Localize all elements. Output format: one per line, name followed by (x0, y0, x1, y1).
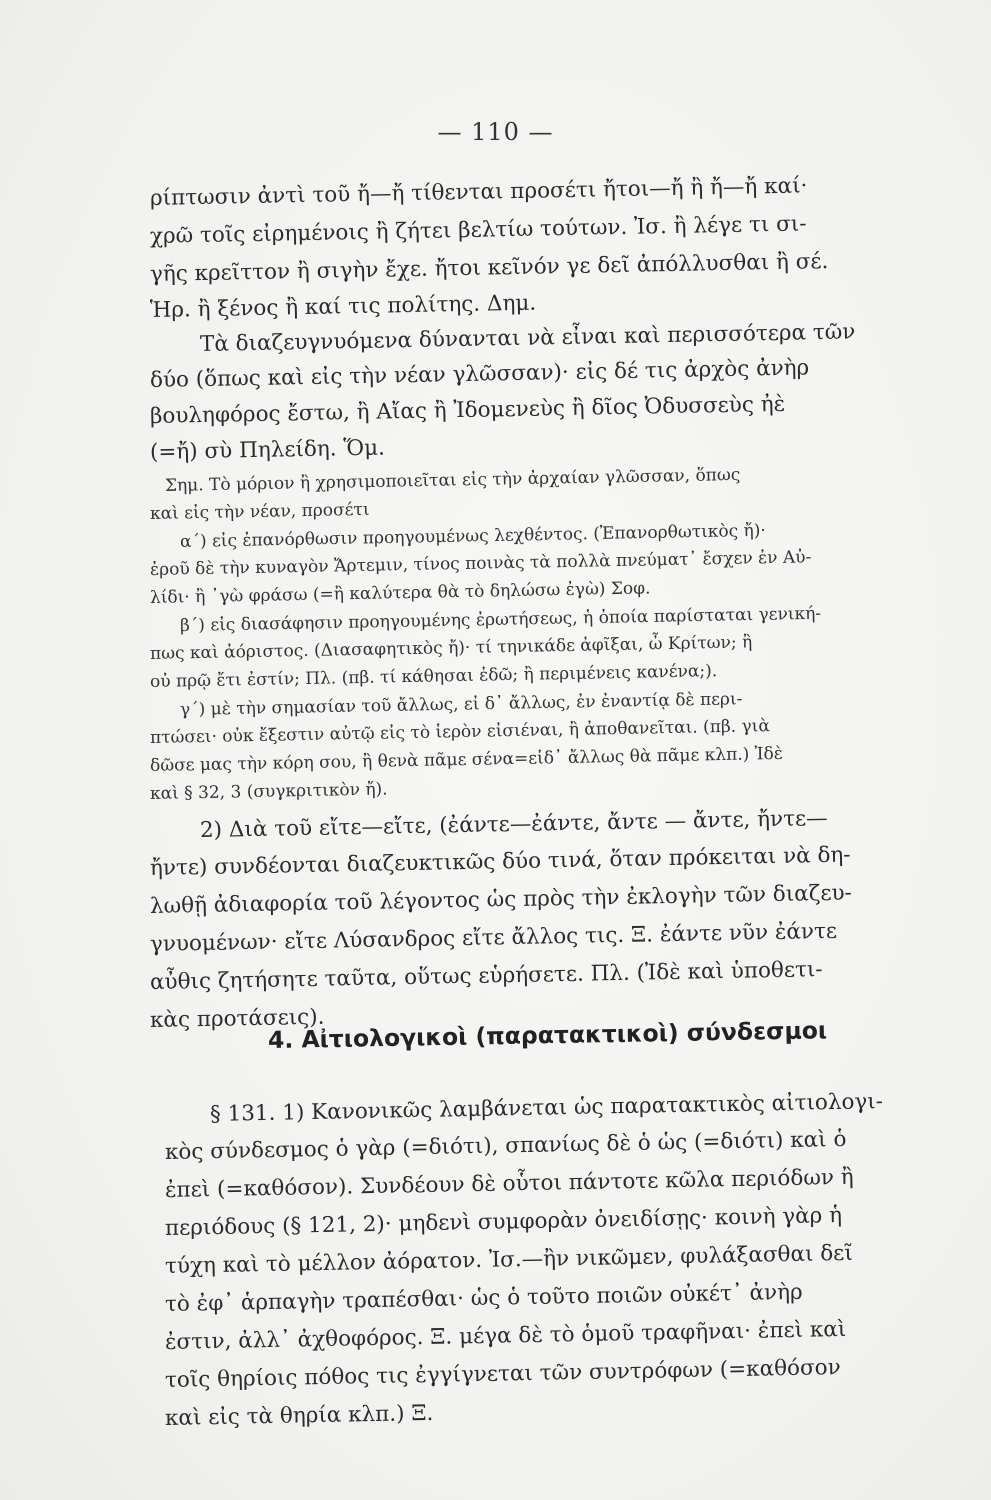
text-line: Τὰ διαζευγνυόμενα δύνανται νὰ εἶναι καὶ περισσότερα τῶν (199, 319, 856, 357)
text-line: τύχη καὶ τὸ μέλλον ἀόρατον. Ἰσ.—ἢν νικῶμεν, φυλάξασθαι δεῖ (164, 1240, 853, 1279)
text-line: δύο (ὅπως καὶ εἰς τὴν νέαν γλῶσσαν)· εἰς δέ τις ἀρχὸς ἀνὴρ (149, 355, 810, 393)
note-line: δῶσε μας τὴν κόρη σου, ἢ θενὰ πᾶμε σένα=εἰδ᾽ ἄλλως θὰ πᾶμε κλπ.) Ἰδὲ (149, 743, 784, 776)
note-line: λίδι· ἢ ᾽γὼ φράσω (=ἢ καλύτερα θὰ τὸ δηλώσω ἐγὼ) Σοφ. (149, 578, 651, 608)
text-line: ἤντε) συνδέονται διαζευκτικῶς δύο τινά, ὅταν πρόκειται νὰ δη- (149, 842, 851, 881)
text-line: περιόδους (§ 121, 2)· μηδενὶ συμφορὰν ὀνειδίσῃς· κοινὴ γὰρ ἡ (164, 1203, 843, 1241)
text-line: κὸς σύνδεσμος ὁ γὰρ (=διότι), σπανίως δὲ ὁ ὡς (=διότι) καὶ ὁ (164, 1126, 847, 1165)
section-heading: 4. Αἰτιολογικοὶ (παρατακτικοὶ) σύνδεσμοι (267, 1016, 828, 1054)
text-line: αὖθις ζητήσητε ταῦτα, οὕτως εὑρήσετε. Πλ. (Ἰδὲ καὶ ὑποθετι- (149, 957, 823, 995)
note-line: πτώσει· οὐκ ἔξεστιν αὐτῷ εἰς τὸ ἱερὸν εἰσιέναι, ἢ ἀποθανεῖται. (πβ. γιὰ (149, 716, 771, 748)
text-line: ἐπεὶ (=καθόσον). Συνδέουν δὲ οὗτοι πάντοτε κῶλα περιόδων ἢ (164, 1164, 854, 1203)
note-line: καὶ § 32, 3 (συγκριτικὸν ἤ). (149, 779, 388, 804)
text-line: ρίπτωσιν ἀντὶ τοῦ ἤ—ἤ τίθενται προσέτι ἤτοι—ἤ ἢ ἤ—ἤ καί· (149, 173, 808, 211)
text-line: γῆς κρεῖττον ἢ σιγὴν ἔχε. ἤτοι κεῖνόν γε δεῖ ἀπόλλυσθαι ἢ σέ. (149, 248, 829, 287)
note-line: οὐ πρῷ ἔτι ἐστίν; Πλ. (πβ. τί κάθησαι ἐδῶ; ἢ περιμένεις κανένα;). (149, 661, 718, 692)
text-line: λωθῇ ἀδιαφορία τοῦ λέγοντος ὡς πρὸς τὴν ἐκλογὴν τῶν διαζευ- (149, 880, 853, 919)
text-line: ἐστιν, ἀλλ᾽ ἀχθοφόρος. Ξ. μέγα δὲ τὸ ὁμοῦ τραφῆναι· ἐπεὶ καὶ (164, 1316, 847, 1355)
text-line: 2) Διὰ τοῦ εἴτε—εἴτε, (ἐάντε—ἐάντε, ἄντε — ἄντε, ἤντε— (199, 805, 828, 843)
text-line: τοῖς θηρίοις πόθος τις ἐγγίγνεται τῶν συντρόφων (=καθόσον (164, 1355, 841, 1393)
note-line: ἐροῦ δὲ τὴν κυναγὸν Ἄρτεμιν, τίνος ποινὰς τὰ πολλὰ πνεύματ᾽ ἔσχεν ἐν Αὐ- (149, 547, 812, 580)
text-line: κὰς προτάσεις). (149, 1004, 325, 1033)
text-line: καὶ εἰς τὰ θηρία κλπ.) Ξ. (164, 1400, 434, 1431)
text-line: (=ἤ) σὺ Πηλείδη. Ὅμ. (149, 435, 386, 465)
note-line: α΄) εἰς ἐπανόρθωσιν προηγουμένως λεχθέντος. (Ἐπανορθωτικὸς ἤ)· (179, 520, 766, 552)
note-line: πως καὶ ἀόριστος. (Διασαφητικὸς ἤ)· τί τηνικάδε ἀφῖξαι, ὦ Κρίτων; ἢ (149, 632, 753, 664)
text-line: βουληφόρος ἔστω, ἢ Αἴας ἢ Ἰδομενεὺς ἢ δῖος Ὀδυσσεὺς ἠὲ (149, 391, 786, 429)
note-line: καὶ εἰς τὴν νέαν, προσέτι (149, 499, 370, 524)
note-line: γ΄) μὲ τὴν σημασίαν τοῦ ἄλλως, εἰ δ᾽ ἄλλως, ἐν ἐναντίᾳ δὲ περι- (179, 689, 743, 720)
text-line: γνυομένων· εἴτε Λύσανδρος εἴτε ἄλλος τις. Ξ. ἐάντε νῦν ἐάντε (149, 918, 838, 957)
text-line: § 131. 1) Κανονικῶς λαμβάνεται ὡς παρατακτικὸς αἰτιολογι- (209, 1089, 884, 1127)
page-number: — 110 — (437, 118, 554, 146)
text-line: χρῶ τοῖς εἰρημένοις ἢ ζήτει βελτίω τούτων. Ἰσ. ἢ λέγε τι σι- (149, 211, 807, 249)
note-line: Σημ. Τὸ μόριον ἢ χρησιμοποιεῖται εἰς τὴν ἀρχαίαν γλῶσσαν, ὅπως (164, 464, 741, 496)
text-line: Ἡρ. ἢ ξένος ἢ καί τις πολίτης. Δημ. (149, 290, 537, 323)
note-line: β΄) εἰς διασάφησιν προηγουμένης ἐρωτήσεως, ἡ ὁποία παρίσταται γενική- (179, 603, 822, 636)
text-line: τὸ ἐφ᾽ ἁρπαγὴν τραπέσθαι· ὡς ὁ τοῦτο ποιῶν οὐκέτ᾽ ἀνὴρ (164, 1279, 803, 1317)
